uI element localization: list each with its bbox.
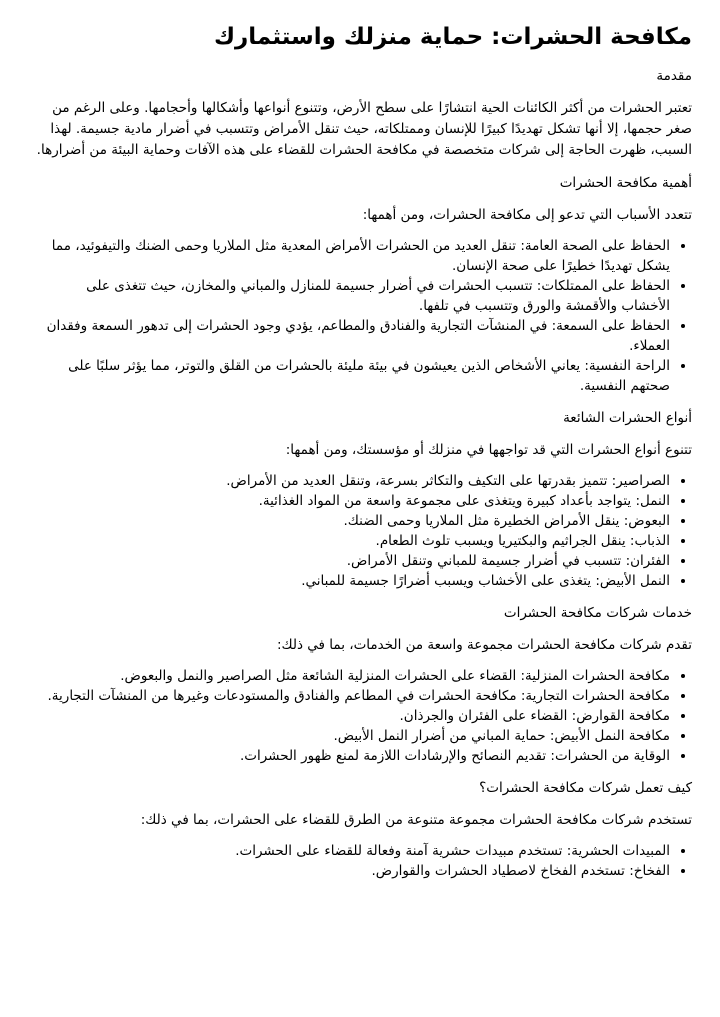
types-section xyxy=(34,408,692,591)
list-item: • الراحة النفسية: يعاني الأشخاص الذين يعيشون في بيئة مليئة بالحشرات من القلق والتوتر، مما يؤثر سلبًا على صحتهم النفسية. xyxy=(34,356,670,396)
list-item: • الحفاظ على الصحة العامة: تنقل العديد من الحشرات الأمراض المعدية مثل الملاريا وحمى الضنك والتيفوئيد، مما يشكل تهديدًا خطيرًا على صحة الإنسان. xyxy=(34,236,670,276)
types-lead: تتنوع أنواع الحشرات التي قد تواجهها في منزلك أو مؤسستك، ومن أهمها: xyxy=(285,442,692,458)
methods-heading: كيف تعمل شركات مكافحة الحشرات؟ xyxy=(479,780,692,796)
types-list xyxy=(34,471,692,591)
types-heading: أنواع الحشرات الشائعة xyxy=(563,410,692,426)
list-item: • النمل الأبيض: يتغذى على الأخشاب ويسبب أضرارًا جسيمة للمباني. xyxy=(34,571,670,591)
list-item: • الصراصير: تتميز بقدرتها على التكيف والتكاثر بسرعة، وتنقل العديد من الأمراض. xyxy=(34,471,670,491)
list-item: • مكافحة القوارض: القضاء على الفئران والجرذان. xyxy=(34,706,670,726)
list-item: • الوقاية من الحشرات: تقديم النصائح والإرشادات اللازمة لمنع ظهور الحشرات. xyxy=(34,746,670,766)
list-item: • الحفاظ على الممتلكات: تتسبب الحشرات في أضرار جسيمة للمنازل والمباني والمخازن، حيث تتغذى على الأخشاب والأقمشة والورق وتتسبب في تلفها. xyxy=(34,276,670,316)
services-heading: خدمات شركات مكافحة الحشرات xyxy=(503,605,692,621)
services-lead: تقدم شركات مكافحة الحشرات مجموعة واسعة من الخدمات، بما في ذلك: xyxy=(276,637,692,653)
list-item: • مكافحة النمل الأبيض: حماية المباني من أضرار النمل الأبيض. xyxy=(34,726,670,746)
list-item: • مكافحة الحشرات التجارية: مكافحة الحشرات في المطاعم والفنادق والمستودعات وغيرها من المنشآت التجارية. xyxy=(34,686,670,706)
services-list xyxy=(34,666,692,766)
importance-list xyxy=(34,236,692,396)
services-section xyxy=(34,603,692,766)
page-title: مكافحة الحشرات: حماية منزلك واستثمارك xyxy=(213,24,692,50)
methods-list xyxy=(34,841,692,881)
methods-lead: تستخدم شركات مكافحة الحشرات مجموعة متنوعة من الطرق للقضاء على الحشرات، بما في ذلك: xyxy=(140,812,692,828)
list-item: • مكافحة الحشرات المنزلية: القضاء على الحشرات المنزلية الشائعة مثل الصراصير والنمل والبعوض. xyxy=(34,666,670,686)
list-item: • الحفاظ على السمعة: في المنشآت التجارية والفنادق والمطاعم، يؤدي وجود الحشرات إلى تدهور السمعة وفقدان العملاء. xyxy=(34,316,670,356)
importance-heading: أهمية مكافحة الحشرات xyxy=(559,175,692,191)
intro-paragraph: تعتبر الحشرات من أكثر الكائنات الحية انتشارًا على سطح الأرض، وتتنوع أنواعها وأشكالها وأحجامها. وعلى الرغم من صغر حجمها، إلا أنها تشكل تهديدًا كبيرًا للإنسان وممتلكاته، حيث تنقل الأمراض وتتسبب في أضرار مادية جسيمة. لهذا السبب، ظهرت الحاجة إلى شركات متخصصة في مكافحة الحشرات للقضاء على هذه الآفات وحماية البيئة من أضرارها. xyxy=(36,100,692,158)
importance-section xyxy=(34,173,692,396)
importance-lead: تتعدد الأسباب التي تدعو إلى مكافحة الحشرات، ومن أهمها: xyxy=(362,207,692,223)
methods-section xyxy=(34,778,692,881)
list-item: • الذباب: ينقل الجراثيم والبكتيريا ويسبب تلوث الطعام. xyxy=(34,531,670,551)
list-item: • البعوض: ينقل الأمراض الخطيرة مثل الملاريا وحمى الضنك. xyxy=(34,511,670,531)
list-item: • الفخاخ: تستخدم الفخاخ لاصطياد الحشرات والقوارض. xyxy=(34,861,670,881)
list-item: • النمل: يتواجد بأعداد كبيرة ويتغذى على مجموعة واسعة من المواد الغذائية. xyxy=(34,491,670,511)
list-item: • المبيدات الحشرية: تستخدم مبيدات حشرية آمنة وفعالة للقضاء على الحشرات. xyxy=(34,841,670,861)
intro-heading: مقدمة xyxy=(656,68,692,84)
list-item: • الفئران: تتسبب في أضرار جسيمة للمباني وتنقل الأمراض. xyxy=(34,551,670,571)
intro-section xyxy=(34,66,692,161)
